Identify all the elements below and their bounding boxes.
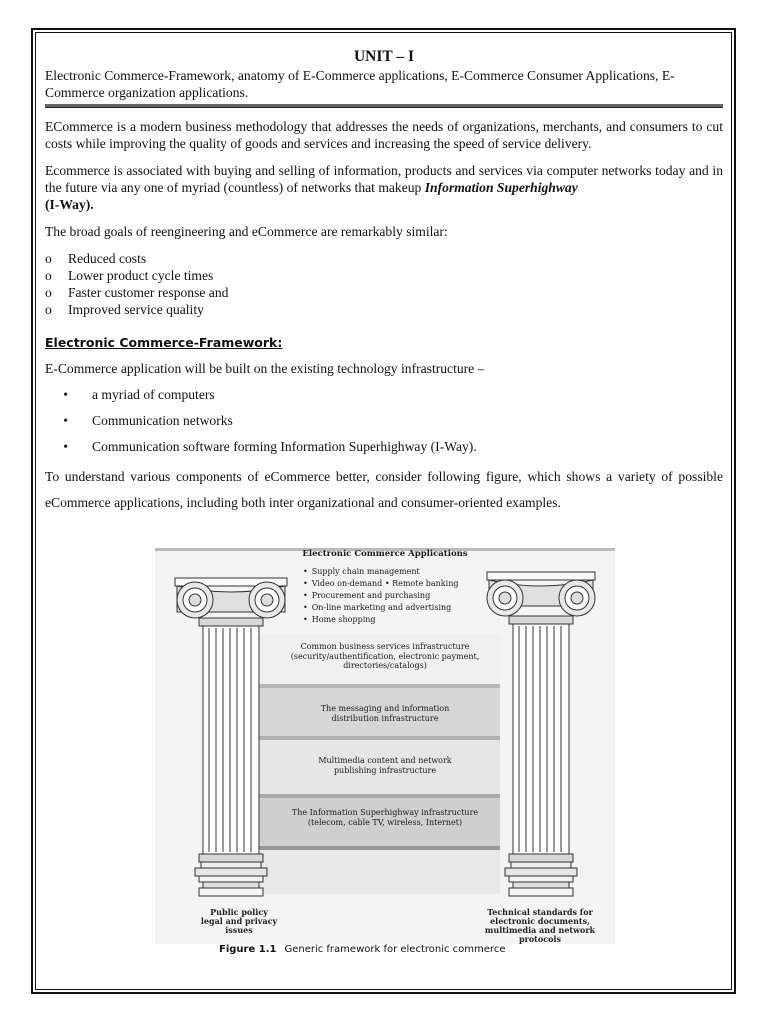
list-item: o Lower product cycle times bbox=[45, 268, 214, 283]
list-item: o Faster customer response and bbox=[45, 285, 229, 300]
list-item: • Procurement and purchasing bbox=[303, 590, 458, 602]
list-item: • a myriad of computers bbox=[63, 387, 215, 402]
unit-title: UNIT – I bbox=[353, 48, 414, 65]
framework-lead: E-Commerce application will be built on the existing technology infrastructure – bbox=[45, 361, 485, 376]
intro-paragraph-2-text: Ecommerce is associated with buying and selling of information, products and services via computer networks today and in the future via any one of myriad (countless) of networks that makeup bbox=[45, 163, 723, 195]
intro-paragraph-2 bbox=[45, 162, 723, 213]
framework-heading: Electronic Commerce-Framework: bbox=[45, 335, 283, 350]
figure-caption-text: Generic framework for electronic commerce bbox=[284, 944, 506, 955]
layer-multimedia: Multimedia content and network publishing infrastructure bbox=[318, 756, 452, 775]
layer-business-services: Common business services infrastructure (security/authentification, electronic payment, directories/catalogs) bbox=[290, 642, 480, 670]
figure-intro-paragraph: To understand various components of eCommerce better, consider following figure, which shows a variety of possible eCommerce applications, including both inter organizational and consumer-oriented examples. bbox=[45, 469, 723, 510]
iway-term: (I-Way). bbox=[45, 197, 94, 212]
list-item: • Communication networks bbox=[63, 413, 233, 428]
list-item: • Video on-demand • Remote banking bbox=[303, 578, 458, 590]
framework-figure bbox=[155, 548, 615, 960]
list-item: • Home shopping bbox=[303, 614, 458, 626]
layer-messaging: The messaging and information distribution infrastructure bbox=[320, 704, 450, 723]
infrastructure-list bbox=[45, 386, 723, 455]
list-item: • On-line marketing and advertising bbox=[303, 602, 458, 614]
figure-caption bbox=[219, 944, 505, 955]
applications-title: Electronic Commerce Applications bbox=[302, 549, 468, 559]
applications-list bbox=[303, 566, 458, 626]
list-item: o Reduced costs bbox=[45, 251, 147, 266]
information-superhighway-term: Information Superhighway bbox=[424, 180, 578, 195]
document-body bbox=[45, 48, 723, 516]
unit-topics: Electronic Commerce-Framework, anatomy of E-Commerce applications, E-Commerce Consumer Applications, E-Commerce organization applications. bbox=[45, 68, 675, 100]
intro-paragraph-3: The broad goals of reengineering and eCommerce are remarkably similar: bbox=[45, 224, 448, 239]
intro-paragraph-1: ECommerce is a modern business methodology that addresses the needs of organizations, merchants, and consumers to cut costs while improving the quality of goods and services and increasing the speed of service delivery. bbox=[45, 119, 723, 151]
goals-list bbox=[45, 250, 723, 318]
layer-information-superhighway: The Information Superhighway infrastructure (telecom, cable TV, wireless, Internet) bbox=[291, 808, 479, 827]
figure-caption-label: Figure 1.1 bbox=[219, 944, 277, 955]
left-pillar-label: Public policy legal and privacy issues bbox=[200, 907, 278, 935]
list-item: • Supply chain management bbox=[303, 566, 458, 578]
heading-divider bbox=[45, 104, 723, 108]
list-item: o Improved service quality bbox=[45, 302, 204, 317]
list-item: • Communication software forming Information Superhighway (I-Way). bbox=[63, 439, 477, 454]
right-pillar-label: Technical standards for electronic documents, multimedia and network protocols bbox=[484, 907, 596, 944]
